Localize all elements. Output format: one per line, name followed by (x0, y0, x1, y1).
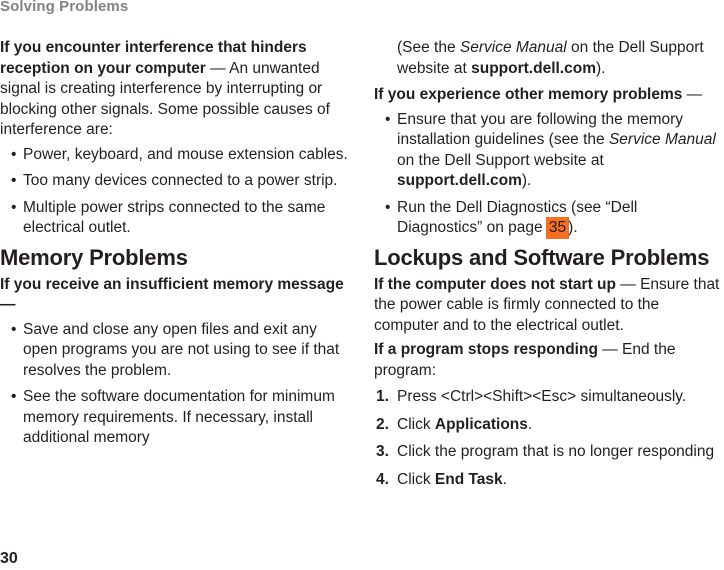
list-item-text: Power, keyboard, and mouse extension cables. (23, 145, 348, 163)
text: ). (568, 219, 578, 236)
bullet: • (11, 320, 17, 338)
list-item-text: See the software documentation for minimum memory requirements. If necessary, install additional memory (23, 388, 335, 446)
list-item-text: Multiple power strips connected to the same electrical outlet. (23, 198, 326, 236)
text: — Ensure that the power cable is firmly connected to the computer and to the electrical outlet. (374, 275, 720, 334)
support-link[interactable]: support.dell.com (397, 172, 522, 189)
list-item (0, 387, 350, 449)
interference-body: — An unwanted signal is creating interference by interrupting or blocking other signals. Some possible causes of interference are: (0, 59, 330, 138)
text: Click the program that is no longer responding (397, 443, 715, 460)
text: — (682, 86, 703, 103)
text: on the Dell Support website at (397, 151, 604, 169)
interference-heading: If you encounter interference that hinders reception on your computer (0, 39, 307, 77)
other-memory-list (374, 110, 724, 239)
list-item (0, 171, 350, 192)
service-manual-ref: Service Manual (608, 131, 716, 148)
step-number: 1. (376, 388, 389, 405)
memory-continuation (374, 38, 724, 79)
step-number: 3. (376, 443, 389, 460)
text: Click (397, 415, 435, 433)
list-item-text: Save and close any open files and exit any open programs you are not using to see if that resolves the problem. (23, 320, 340, 379)
text: ). (595, 59, 606, 77)
text: . (502, 470, 507, 488)
bullet: • (11, 172, 17, 189)
list-item (0, 320, 350, 382)
step (374, 387, 724, 408)
text: Ensure that you are following the memory installation guidelines (see the (397, 110, 684, 148)
bullet: • (385, 198, 391, 216)
list-item-text: Too many devices connected to a power strip. (23, 172, 338, 189)
text: Press <Ctrl><Shift><Esc> simultaneously. (397, 388, 687, 405)
right-column (374, 38, 724, 497)
page-number: 30 (0, 550, 18, 567)
running-head: Solving Problems (0, 0, 129, 15)
text: Run the Dell Diagnostics (see “Dell Diagnostics” on page (397, 198, 638, 236)
step (374, 470, 724, 491)
text: ). (521, 172, 532, 189)
support-link[interactable]: support.dell.com (471, 59, 596, 77)
left-column (0, 38, 350, 455)
stops-responding-paragraph (374, 340, 724, 381)
interference-paragraph (0, 38, 350, 141)
bullet: • (11, 198, 17, 216)
stops-responding-heading: If a program stops responding (374, 341, 598, 358)
page-reference-link[interactable]: 35 (548, 219, 567, 236)
list-item (0, 145, 350, 166)
interference-causes-list (0, 145, 350, 239)
memory-paragraph (0, 275, 350, 316)
other-memory-heading: If you experience other memory problems (374, 86, 683, 103)
end-program-steps (374, 387, 724, 490)
list-item (374, 110, 724, 192)
step-number: 4. (376, 470, 389, 488)
text: (See the (397, 39, 460, 56)
bullet: • (11, 388, 17, 405)
end-task-label: End Task (434, 470, 503, 488)
bullet: • (11, 145, 17, 163)
memory-steps-list (0, 320, 350, 449)
text: Click (397, 470, 435, 488)
other-memory-paragraph (374, 85, 724, 106)
step-number: 2. (376, 415, 389, 433)
bullet: • (385, 110, 391, 128)
not-start-heading: If the computer does not start up (374, 275, 616, 293)
list-item (0, 198, 350, 239)
list-item (374, 198, 724, 239)
step (374, 442, 724, 463)
text: — End the program: (374, 341, 676, 379)
memory-heading: If you receive an insufficient memory message— (0, 275, 344, 313)
not-start-paragraph (374, 275, 724, 337)
text: . (527, 415, 533, 433)
service-manual-ref: Service Manual (459, 39, 567, 56)
step (374, 415, 724, 436)
applications-label: Applications (434, 415, 528, 433)
text: on the Dell Support website at (397, 39, 704, 77)
memory-problems-title: Memory Problems (0, 244, 188, 270)
lockups-title: Lockups and Software Problems (374, 244, 710, 270)
